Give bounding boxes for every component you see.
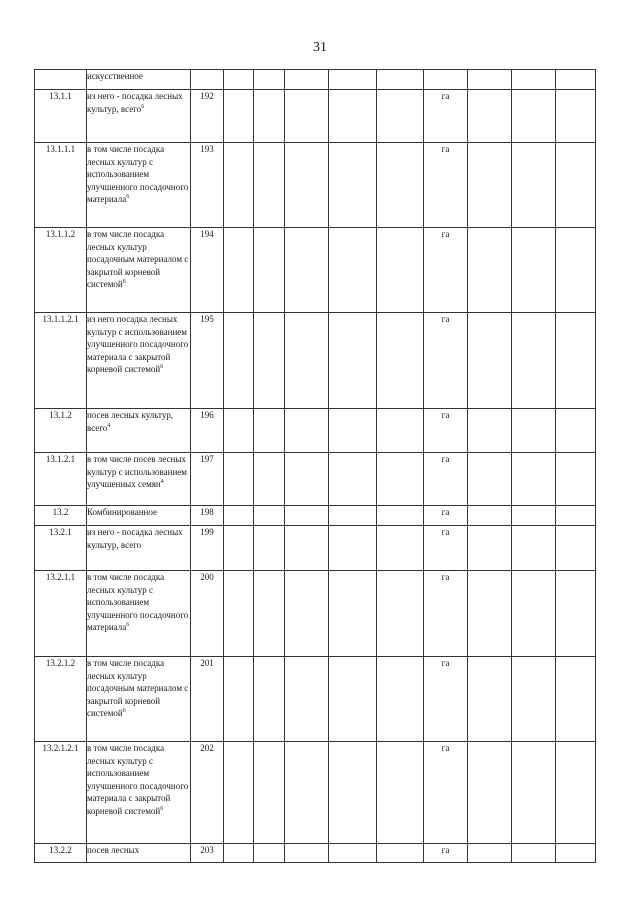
empty-cell	[377, 526, 424, 571]
empty-cell	[556, 844, 596, 863]
empty-cell	[329, 526, 377, 571]
row-code: 13.2.1.1	[35, 571, 87, 657]
empty-cell	[512, 657, 556, 742]
table-row	[35, 571, 596, 657]
row-line-number	[191, 70, 224, 90]
row-unit	[424, 70, 468, 90]
empty-cell	[556, 657, 596, 742]
empty-cell	[512, 143, 556, 228]
empty-cell	[224, 228, 254, 313]
row-code: 13.2.1.2.1	[35, 742, 87, 844]
empty-cell	[254, 228, 285, 313]
empty-cell	[224, 844, 254, 863]
row-unit: га	[424, 506, 468, 526]
empty-cell	[468, 657, 512, 742]
empty-cell	[285, 228, 329, 313]
empty-cell	[254, 526, 285, 571]
row-name	[87, 526, 191, 571]
row-name-text: в том числе посадка лесных культур с использованием улучшенного посадочного материала	[87, 144, 189, 204]
empty-cell	[285, 506, 329, 526]
row-name-text: из него - посадка лесных культур, всего	[87, 527, 183, 550]
empty-cell	[329, 143, 377, 228]
table-row	[35, 409, 596, 453]
empty-cell	[512, 526, 556, 571]
empty-cell	[556, 70, 596, 90]
empty-cell	[512, 90, 556, 143]
empty-cell	[285, 143, 329, 228]
empty-cell	[556, 526, 596, 571]
empty-cell	[556, 228, 596, 313]
row-name	[87, 90, 191, 143]
empty-cell	[468, 526, 512, 571]
empty-cell	[329, 453, 377, 506]
empty-cell	[254, 409, 285, 453]
row-name-text: из него - посадка лесных культур, всего	[87, 91, 183, 114]
empty-cell	[329, 506, 377, 526]
row-unit: га	[424, 453, 468, 506]
row-unit: га	[424, 143, 468, 228]
empty-cell	[329, 70, 377, 90]
row-code: 13.1.1.1	[35, 143, 87, 228]
empty-cell	[285, 571, 329, 657]
empty-cell	[329, 90, 377, 143]
empty-cell	[468, 844, 512, 863]
empty-cell	[377, 228, 424, 313]
row-name-text: Комбинированное	[87, 507, 157, 517]
footnote-mark: 6	[141, 103, 145, 110]
empty-cell	[377, 90, 424, 143]
empty-cell	[329, 571, 377, 657]
report-table	[34, 69, 596, 863]
footnote-mark: 6	[126, 622, 130, 628]
empty-cell	[512, 409, 556, 453]
empty-cell	[468, 143, 512, 228]
empty-cell	[377, 844, 424, 863]
row-name-text: посев лесных культур, всего	[87, 410, 174, 433]
empty-cell	[556, 506, 596, 526]
row-name-text: из него посадка лесных культур с использованием улучшенного посадочного материала с закрытой корневой системой	[87, 314, 189, 374]
empty-cell	[254, 453, 285, 506]
empty-cell	[224, 409, 254, 453]
row-name	[87, 143, 191, 228]
row-unit: га	[424, 409, 468, 453]
empty-cell	[556, 90, 596, 143]
row-code: 13.1.2	[35, 409, 87, 453]
empty-cell	[512, 313, 556, 409]
row-name-text: посев лесных	[87, 845, 140, 855]
empty-cell	[224, 453, 254, 506]
empty-cell	[254, 657, 285, 742]
table-row	[35, 657, 596, 742]
row-unit: га	[424, 228, 468, 313]
row-name	[87, 657, 191, 742]
empty-cell	[254, 90, 285, 143]
footnote-mark: 6	[160, 364, 164, 370]
page-number: 31	[313, 40, 327, 55]
empty-cell	[329, 409, 377, 453]
empty-cell	[254, 70, 285, 90]
empty-cell	[224, 90, 254, 143]
empty-cell	[556, 571, 596, 657]
row-name	[87, 70, 191, 90]
row-name	[87, 313, 191, 409]
row-unit: га	[424, 313, 468, 409]
row-name	[87, 409, 191, 453]
footnote-mark: 6	[160, 805, 164, 812]
table-row	[35, 228, 596, 313]
empty-cell	[377, 143, 424, 228]
row-unit: га	[424, 844, 468, 863]
row-unit: га	[424, 571, 468, 657]
empty-cell	[512, 742, 556, 844]
empty-cell	[224, 742, 254, 844]
empty-cell	[224, 313, 254, 409]
empty-cell	[285, 70, 329, 90]
empty-cell	[377, 506, 424, 526]
table-row	[35, 143, 596, 228]
empty-cell	[285, 657, 329, 742]
empty-cell	[556, 409, 596, 453]
row-code	[35, 70, 87, 90]
table-row	[35, 453, 596, 506]
row-line-number: 196	[191, 409, 224, 453]
empty-cell	[468, 742, 512, 844]
empty-cell	[254, 844, 285, 863]
row-line-number: 193	[191, 143, 224, 228]
empty-cell	[377, 657, 424, 742]
empty-cell	[512, 506, 556, 526]
row-name-text: искусственное	[87, 71, 143, 81]
row-code: 13.2.1.2	[35, 657, 87, 742]
row-name-text: в том числе посадка лесных культур посадочным материалом с закрытой корневой системой	[87, 229, 189, 289]
empty-cell	[224, 657, 254, 742]
empty-cell	[254, 571, 285, 657]
row-unit: га	[424, 526, 468, 571]
empty-cell	[556, 313, 596, 409]
empty-cell	[329, 742, 377, 844]
table-row	[35, 70, 596, 90]
row-line-number: 194	[191, 228, 224, 313]
empty-cell	[377, 70, 424, 90]
row-name	[87, 506, 191, 526]
empty-cell	[224, 70, 254, 90]
empty-cell	[254, 506, 285, 526]
empty-cell	[512, 228, 556, 313]
empty-cell	[224, 506, 254, 526]
table-row	[35, 313, 596, 409]
empty-cell	[512, 70, 556, 90]
row-code: 13.2	[35, 506, 87, 526]
footnote-mark: 4	[107, 422, 111, 429]
row-line-number: 200	[191, 571, 224, 657]
row-line-number: 192	[191, 90, 224, 143]
row-name	[87, 571, 191, 657]
row-code: 13.1.1.2.1	[35, 313, 87, 409]
empty-cell	[285, 313, 329, 409]
empty-cell	[329, 228, 377, 313]
empty-cell	[556, 143, 596, 228]
row-name-text: в том числе посадка лесных культур с использованием улучшенного посадочного материала	[87, 572, 189, 632]
row-code: 13.2.1	[35, 526, 87, 571]
empty-cell	[285, 453, 329, 506]
empty-cell	[285, 90, 329, 143]
row-line-number: 199	[191, 526, 224, 571]
row-code: 13.2.2	[35, 844, 87, 863]
row-line-number: 202	[191, 742, 224, 844]
empty-cell	[254, 742, 285, 844]
row-name-text: в том числе посадка лесных культур с использованием улучшенного посадочного материала с закрытой корневой системой	[87, 743, 189, 816]
table-row	[35, 742, 596, 844]
row-name-text: в том числе посадка лесных культур посадочным материалом с закрытой корневой системой	[87, 658, 189, 718]
empty-cell	[468, 90, 512, 143]
empty-cell	[468, 70, 512, 90]
row-line-number: 195	[191, 313, 224, 409]
empty-cell	[468, 228, 512, 313]
empty-cell	[512, 453, 556, 506]
empty-cell	[468, 571, 512, 657]
empty-cell	[285, 742, 329, 844]
row-name	[87, 844, 191, 863]
empty-cell	[377, 409, 424, 453]
empty-cell	[254, 313, 285, 409]
empty-cell	[377, 571, 424, 657]
empty-cell	[329, 844, 377, 863]
empty-cell	[329, 313, 377, 409]
footnote-mark: 6	[126, 194, 130, 200]
row-name	[87, 453, 191, 506]
row-name	[87, 228, 191, 313]
empty-cell	[468, 453, 512, 506]
row-line-number: 201	[191, 657, 224, 742]
empty-cell	[285, 844, 329, 863]
row-line-number: 198	[191, 506, 224, 526]
row-line-number: 197	[191, 453, 224, 506]
empty-cell	[285, 526, 329, 571]
empty-cell	[254, 143, 285, 228]
table-row	[35, 506, 596, 526]
empty-cell	[556, 742, 596, 844]
empty-cell	[468, 409, 512, 453]
empty-cell	[377, 453, 424, 506]
row-unit: га	[424, 657, 468, 742]
empty-cell	[377, 313, 424, 409]
empty-cell	[556, 453, 596, 506]
empty-cell	[468, 506, 512, 526]
footnote-mark: 4	[160, 479, 164, 485]
row-name-text: в том числе посев лесных культур с использованием улучшенных семян	[87, 454, 187, 489]
row-unit: га	[424, 90, 468, 143]
empty-cell	[329, 657, 377, 742]
empty-cell	[224, 571, 254, 657]
row-code: 13.1.2.1	[35, 453, 87, 506]
empty-cell	[285, 409, 329, 453]
table-row	[35, 526, 596, 571]
empty-cell	[224, 143, 254, 228]
footnote-mark: 6	[122, 279, 126, 285]
table-row	[35, 844, 596, 863]
row-code: 13.1.1	[35, 90, 87, 143]
row-unit: га	[424, 742, 468, 844]
footnote-mark: 6	[122, 708, 126, 714]
row-line-number: 203	[191, 844, 224, 863]
empty-cell	[377, 742, 424, 844]
empty-cell	[512, 571, 556, 657]
empty-cell	[468, 313, 512, 409]
row-name	[87, 742, 191, 844]
empty-cell	[224, 526, 254, 571]
row-code: 13.1.1.2	[35, 228, 87, 313]
empty-cell	[512, 844, 556, 863]
table-row	[35, 90, 596, 143]
